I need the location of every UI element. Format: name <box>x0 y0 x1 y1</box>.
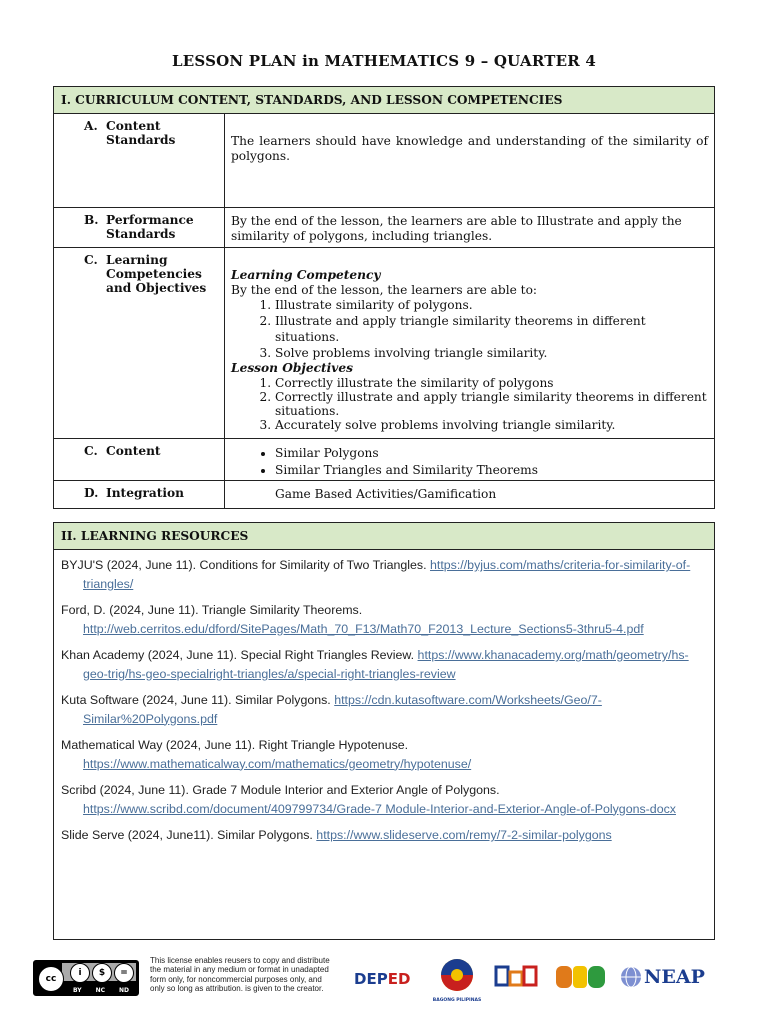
integration-text: Game Based Activities/Gamification <box>275 487 497 501</box>
bagong-pilipinas-emblem-icon <box>437 958 477 992</box>
resource-item <box>61 691 706 728</box>
resource-citation: Mathematical Way (2024, June 11). Right Triangle Hypotenuse. <box>61 738 409 752</box>
row-letter: D. <box>84 486 99 500</box>
resource-link[interactable]: https://www.khanacademy.org/math/geometry/hs-geo-trig/hs-geo-specialright-triangles/a/special-right-triangles-review <box>83 648 689 681</box>
list-item: • Similar Polygons <box>275 445 708 462</box>
row-letter: C. <box>84 253 98 267</box>
competencies-row <box>54 248 715 439</box>
content-standards-label: Content Standards <box>106 119 176 147</box>
license-text: This license enables reusers to copy and distribute the material in any medium or format in unadapted form only, for noncommercial purposes only, and only so long as attribution. is given to the creator. <box>150 956 330 993</box>
cc-tag-nd: ND <box>118 987 129 994</box>
content-list <box>231 445 708 479</box>
list-item: 1. Illustrate similarity of polygons. <box>275 297 708 313</box>
resource-item <box>61 826 706 845</box>
bcd-logo <box>494 964 538 995</box>
content-standards-row <box>54 114 715 208</box>
performance-standards-text: By the end of the lesson, the learners are able to Illustrate and apply the similarity of polygons, including triangles. <box>231 214 682 243</box>
deped-logo-part: ED <box>387 970 411 988</box>
list-item: 3. Solve problems involving triangle similarity. <box>275 345 708 361</box>
bld-logo <box>555 964 607 995</box>
deped-logo <box>354 970 410 988</box>
performance-standards-row <box>54 208 715 248</box>
resource-citation: Slide Serve (2024, June11). Similar Polygons. <box>61 828 317 842</box>
learning-competency-heading: Learning Competency <box>231 268 381 282</box>
page-title: LESSON PLAN in MATHEMATICS 9 – QUARTER 4 <box>172 52 596 70</box>
bld-emblem-icon <box>555 964 607 990</box>
row-letter: C. <box>84 444 98 458</box>
resource-item <box>61 556 706 593</box>
integration-row <box>54 481 715 509</box>
resource-item <box>61 781 706 818</box>
resource-link[interactable]: http://web.cerritos.edu/dford/SitePages/Math_70_F13/Math70_F2013_Lecture_Sections5-3thru5-4.pdf <box>83 621 644 636</box>
content-row <box>54 439 715 481</box>
lesson-objectives-list <box>231 376 708 432</box>
performance-standards-label: Performance Standards <box>106 213 194 241</box>
resource-citation: Khan Academy (2024, June 11). Special Right Triangles Review. <box>61 648 418 662</box>
globe-icon <box>620 966 642 988</box>
list-item: • Similar Triangles and Similarity Theorems <box>275 462 708 479</box>
cc-tags <box>66 987 136 994</box>
row-letter: A. <box>84 119 98 133</box>
section-1-heading: I. CURRICULUM CONTENT, STANDARDS, AND LESSON COMPETENCIES <box>54 87 715 114</box>
resource-link[interactable]: https://www.scribd.com/document/409799734/Grade-7 Module-Interior-and-Exterior-Angle-of-Polygons-docx <box>83 801 676 816</box>
equals-icon: = <box>114 963 134 983</box>
list-item: 1. Correctly illustrate the similarity of polygons <box>275 376 708 390</box>
bagong-pilipinas-text: BAGONG PILIPINAS <box>432 998 482 1003</box>
lesson-objectives-heading: Lesson Objectives <box>231 361 353 375</box>
bagong-pilipinas-logo <box>432 958 482 1003</box>
curriculum-table <box>53 86 715 509</box>
cc-tag-by: BY <box>72 987 82 994</box>
learning-resources-box <box>53 522 715 940</box>
resource-citation: Kuta Software (2024, June 11). Similar Polygons. <box>61 693 335 707</box>
resource-link[interactable]: https://www.slideserve.com/remy/7-2-similar-polygons <box>316 828 612 842</box>
integration-label: Integration <box>106 486 185 500</box>
no-dollar-icon: $ <box>92 963 112 983</box>
cc-icon: cc <box>38 966 64 992</box>
section-2-heading: II. LEARNING RESOURCES <box>54 523 714 550</box>
cc-tag-nc: NC <box>95 987 105 994</box>
content-label: Content <box>106 444 161 458</box>
resource-item <box>61 601 706 638</box>
resource-link[interactable]: https://byjus.com/maths/criteria-for-similarity-of-triangles/ <box>83 558 691 591</box>
list-item: 2. Illustrate and apply triangle similarity theorems in different situations. <box>275 313 708 345</box>
list-item: 3. Accurately solve problems involving triangle similarity. <box>275 418 708 432</box>
row-letter: B. <box>84 213 99 227</box>
resource-item <box>61 736 706 773</box>
resource-link[interactable]: https://www.mathematicalway.com/mathematics/geometry/hypotenuse/ <box>83 756 472 771</box>
creative-commons-badge <box>33 960 139 996</box>
neap-logo <box>620 966 705 988</box>
resource-citation: Ford, D. (2024, June 11). Triangle Similarity Theorems. <box>61 603 363 617</box>
resource-citation: BYJU'S (2024, June 11). Conditions for Similarity of Two Triangles. <box>61 558 430 572</box>
bcd-emblem-icon <box>494 964 538 990</box>
learning-competency-intro: By the end of the lesson, the learners are able to: <box>231 282 538 297</box>
person-icon: i <box>70 963 90 983</box>
deped-logo-part: DEP <box>354 970 388 988</box>
content-standards-text: The learners should have knowledge and understanding of the similarity of polygons. <box>231 134 708 163</box>
resource-list <box>54 550 714 845</box>
resource-link[interactable]: https://cdn.kutasoftware.com/Worksheets/Geo/7-Similar%20Polygons.pdf <box>83 693 602 726</box>
competencies-label: Learning Competencies and Objectives <box>106 253 207 295</box>
resource-item <box>61 646 706 683</box>
list-item: 2. Correctly illustrate and apply triangle similarity theorems in different situations. <box>275 390 708 418</box>
resource-citation: Scribd (2024, June 11). Grade 7 Module Interior and Exterior Angle of Polygons. <box>61 783 500 797</box>
learning-competency-list <box>231 297 708 361</box>
neap-text: NEAP <box>644 966 705 988</box>
